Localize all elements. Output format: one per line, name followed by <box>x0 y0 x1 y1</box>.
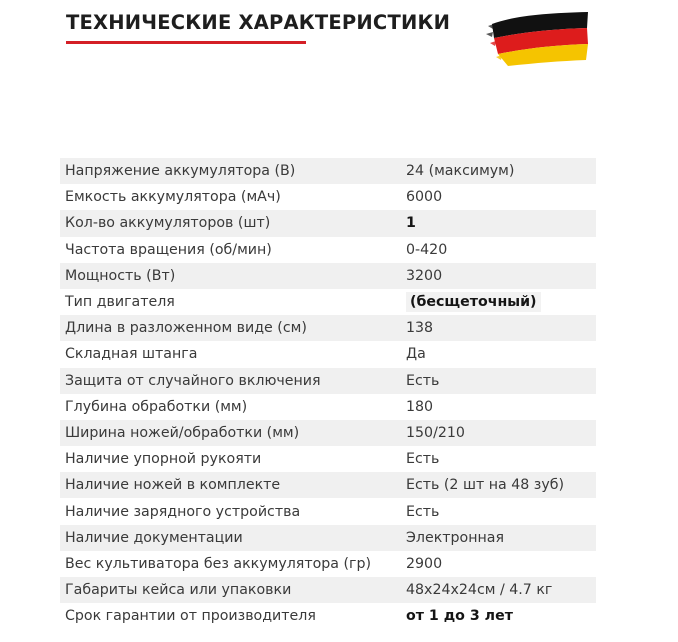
spec-label: Наличие зарядного устройства <box>65 503 301 520</box>
germany-flag-icon <box>484 10 594 66</box>
specs-table <box>60 158 596 629</box>
table-row <box>60 158 596 184</box>
table-row <box>60 472 596 498</box>
spec-label: Тип двигателя <box>65 294 175 311</box>
spec-label: Напряжение аккумулятора (В) <box>60 158 401 184</box>
spec-label: Наличие упорной рукояти <box>65 451 262 468</box>
table-row <box>60 368 596 394</box>
spec-label: Ширина ножей/обработки (мм) <box>60 420 401 446</box>
table-row <box>60 210 596 236</box>
page-title: ТЕХНИЧЕСКИЕ ХАРАКТЕРИСТИКИ <box>66 11 451 34</box>
table-row <box>60 420 596 446</box>
spec-value: 2900 <box>406 555 443 572</box>
spec-label: Длина в разложенном виде (см) <box>60 315 401 341</box>
table-row <box>60 263 596 289</box>
spec-value: 1 <box>401 210 596 236</box>
spec-label: Кол-во аккумуляторов (шт) <box>60 210 401 236</box>
table-row <box>60 498 596 524</box>
spec-value: от 1 до 3 лет <box>406 608 513 625</box>
spec-value: 180 <box>406 398 434 415</box>
table-row <box>60 237 596 263</box>
spec-value: 3200 <box>401 263 596 289</box>
spec-value: 150/210 <box>401 420 596 446</box>
table-row <box>60 577 596 603</box>
spec-value <box>401 289 596 315</box>
table-row <box>60 341 596 367</box>
table-row <box>60 315 596 341</box>
spec-value: 138 <box>401 315 596 341</box>
spec-value: Есть <box>401 368 596 394</box>
spec-label: Складная штанга <box>65 346 198 363</box>
spec-label: Вес культиватора без аккумулятора (гр) <box>65 555 372 572</box>
spec-value: Да <box>406 346 426 363</box>
spec-value: 24 (максимум) <box>401 158 596 184</box>
table-row <box>60 551 596 577</box>
spec-label: Срок гарантии от производителя <box>65 608 316 625</box>
spec-label: Емкость аккумулятора (мАч) <box>65 189 281 206</box>
table-row <box>60 289 596 315</box>
spec-label: Защита от случайного включения <box>60 368 401 394</box>
table-row <box>60 446 596 472</box>
spec-label: Наличие документации <box>60 525 401 551</box>
spec-value: 0-420 <box>406 241 448 258</box>
table-row <box>60 603 596 629</box>
spec-value: Электронная <box>401 525 596 551</box>
spec-value: Есть <box>406 503 440 520</box>
spec-label: Мощность (Вт) <box>60 263 401 289</box>
spec-value: Есть <box>406 451 440 468</box>
spec-value: 48х24х24см / 4.7 кг <box>401 577 596 603</box>
spec-label: Глубина обработки (мм) <box>65 398 248 415</box>
title-underline <box>66 41 306 44</box>
spec-value-text: (бесщеточный) <box>406 292 541 312</box>
spec-label: Наличие ножей в комплекте <box>60 472 401 498</box>
table-row <box>60 394 596 420</box>
table-row <box>60 184 596 210</box>
spec-label: Частота вращения (об/мин) <box>65 241 272 258</box>
spec-value: Есть (2 шт на 48 зуб) <box>401 472 596 498</box>
spec-label: Габариты кейса или упаковки <box>60 577 401 603</box>
table-row <box>60 525 596 551</box>
spec-value: 6000 <box>406 189 443 206</box>
